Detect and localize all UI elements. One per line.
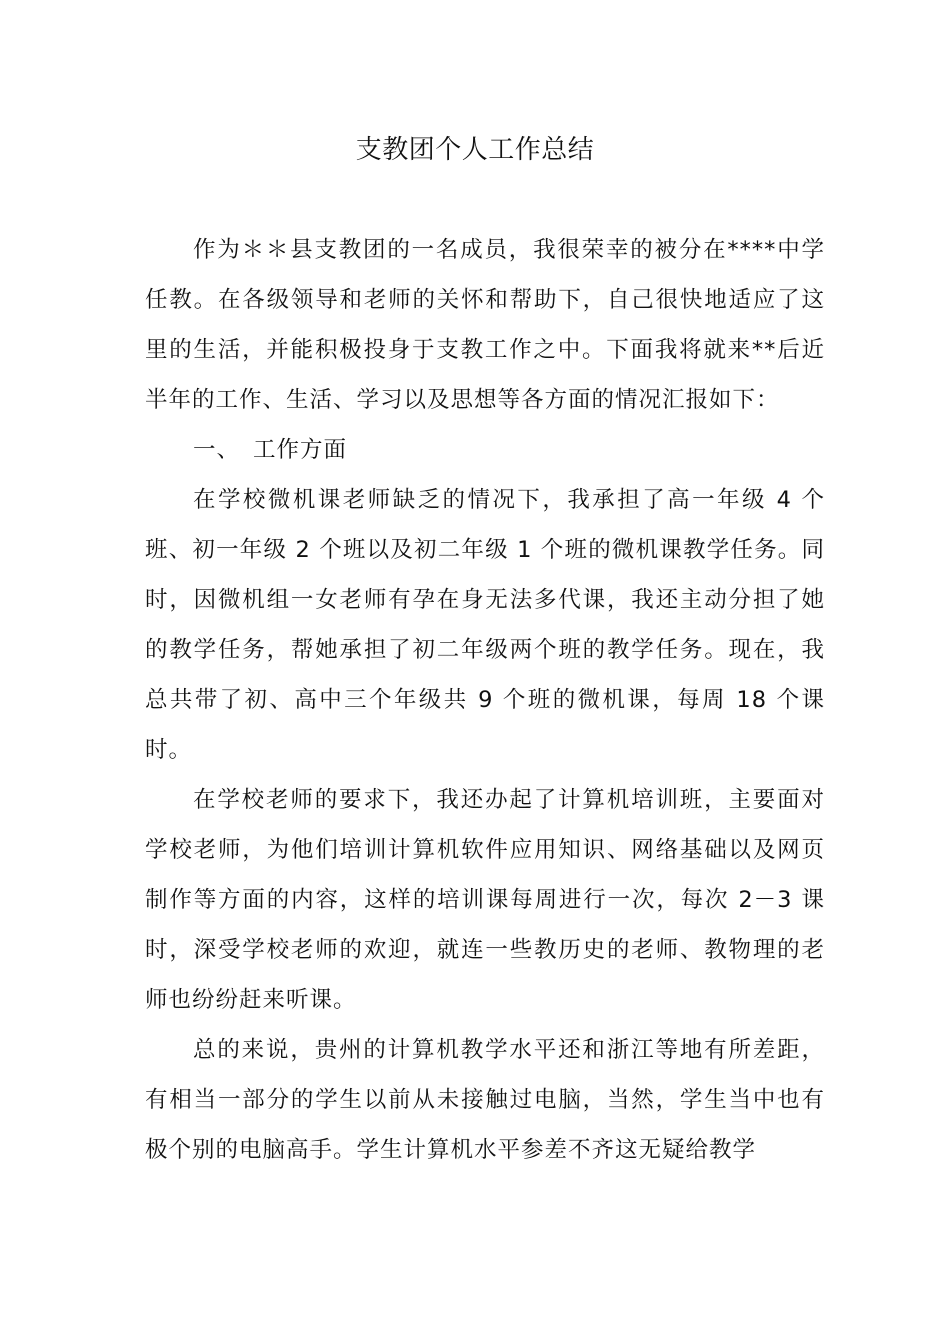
document-body: [145, 225, 825, 1175]
section-heading: [145, 425, 825, 475]
document-title: 支教团个人工作总结: [355, 135, 595, 165]
section-label: 工作方面: [253, 437, 348, 463]
intro-paragraph: 作为＊＊县支教团的一名成员，我很荣幸的被分在****中学任教。在各级领导和老师的关怀和帮助下，自己很快地适应了这里的生活，并能积极投身于支教工作之中。下面我将就来**后近半年的工作、生活、学习以及思想等各方面的情况汇报如下：: [145, 237, 825, 413]
body-paragraph: 在学校老师的要求下，我还办起了计算机培训班，主要面对学校老师，为他们培训计算机软件应用知识、网络基础以及网页制作等方面的内容，这样的培训课每周进行一次，每次 2－3 课时，深受学校老师的欢迎，就连一些教历史的老师、教物理的老师也纷纷赶来听课。: [145, 787, 825, 1013]
body-paragraph: 在学校微机课老师缺乏的情况下，我承担了高一年级 4 个班、初一年级 2 个班以及初二年级 1 个班的微机课教学任务。同时，因微机组一女老师有孕在身无法多代课，我还主动分担了她的教学任务，帮她承担了初二年级两个班的教学任务。现在，我总共带了初、高中三个年级共 9 个班的微机课，每周 18 个课时。: [145, 487, 825, 763]
body-paragraph: 总的来说，贵州的计算机教学水平还和浙江等地有所差距，有相当一部分的学生以前从未接触过电脑，当然，学生当中也有极个别的电脑高手。学生计算机水平参差不齐这无疑给教学: [145, 1037, 825, 1163]
section-number: 一、: [193, 437, 241, 463]
